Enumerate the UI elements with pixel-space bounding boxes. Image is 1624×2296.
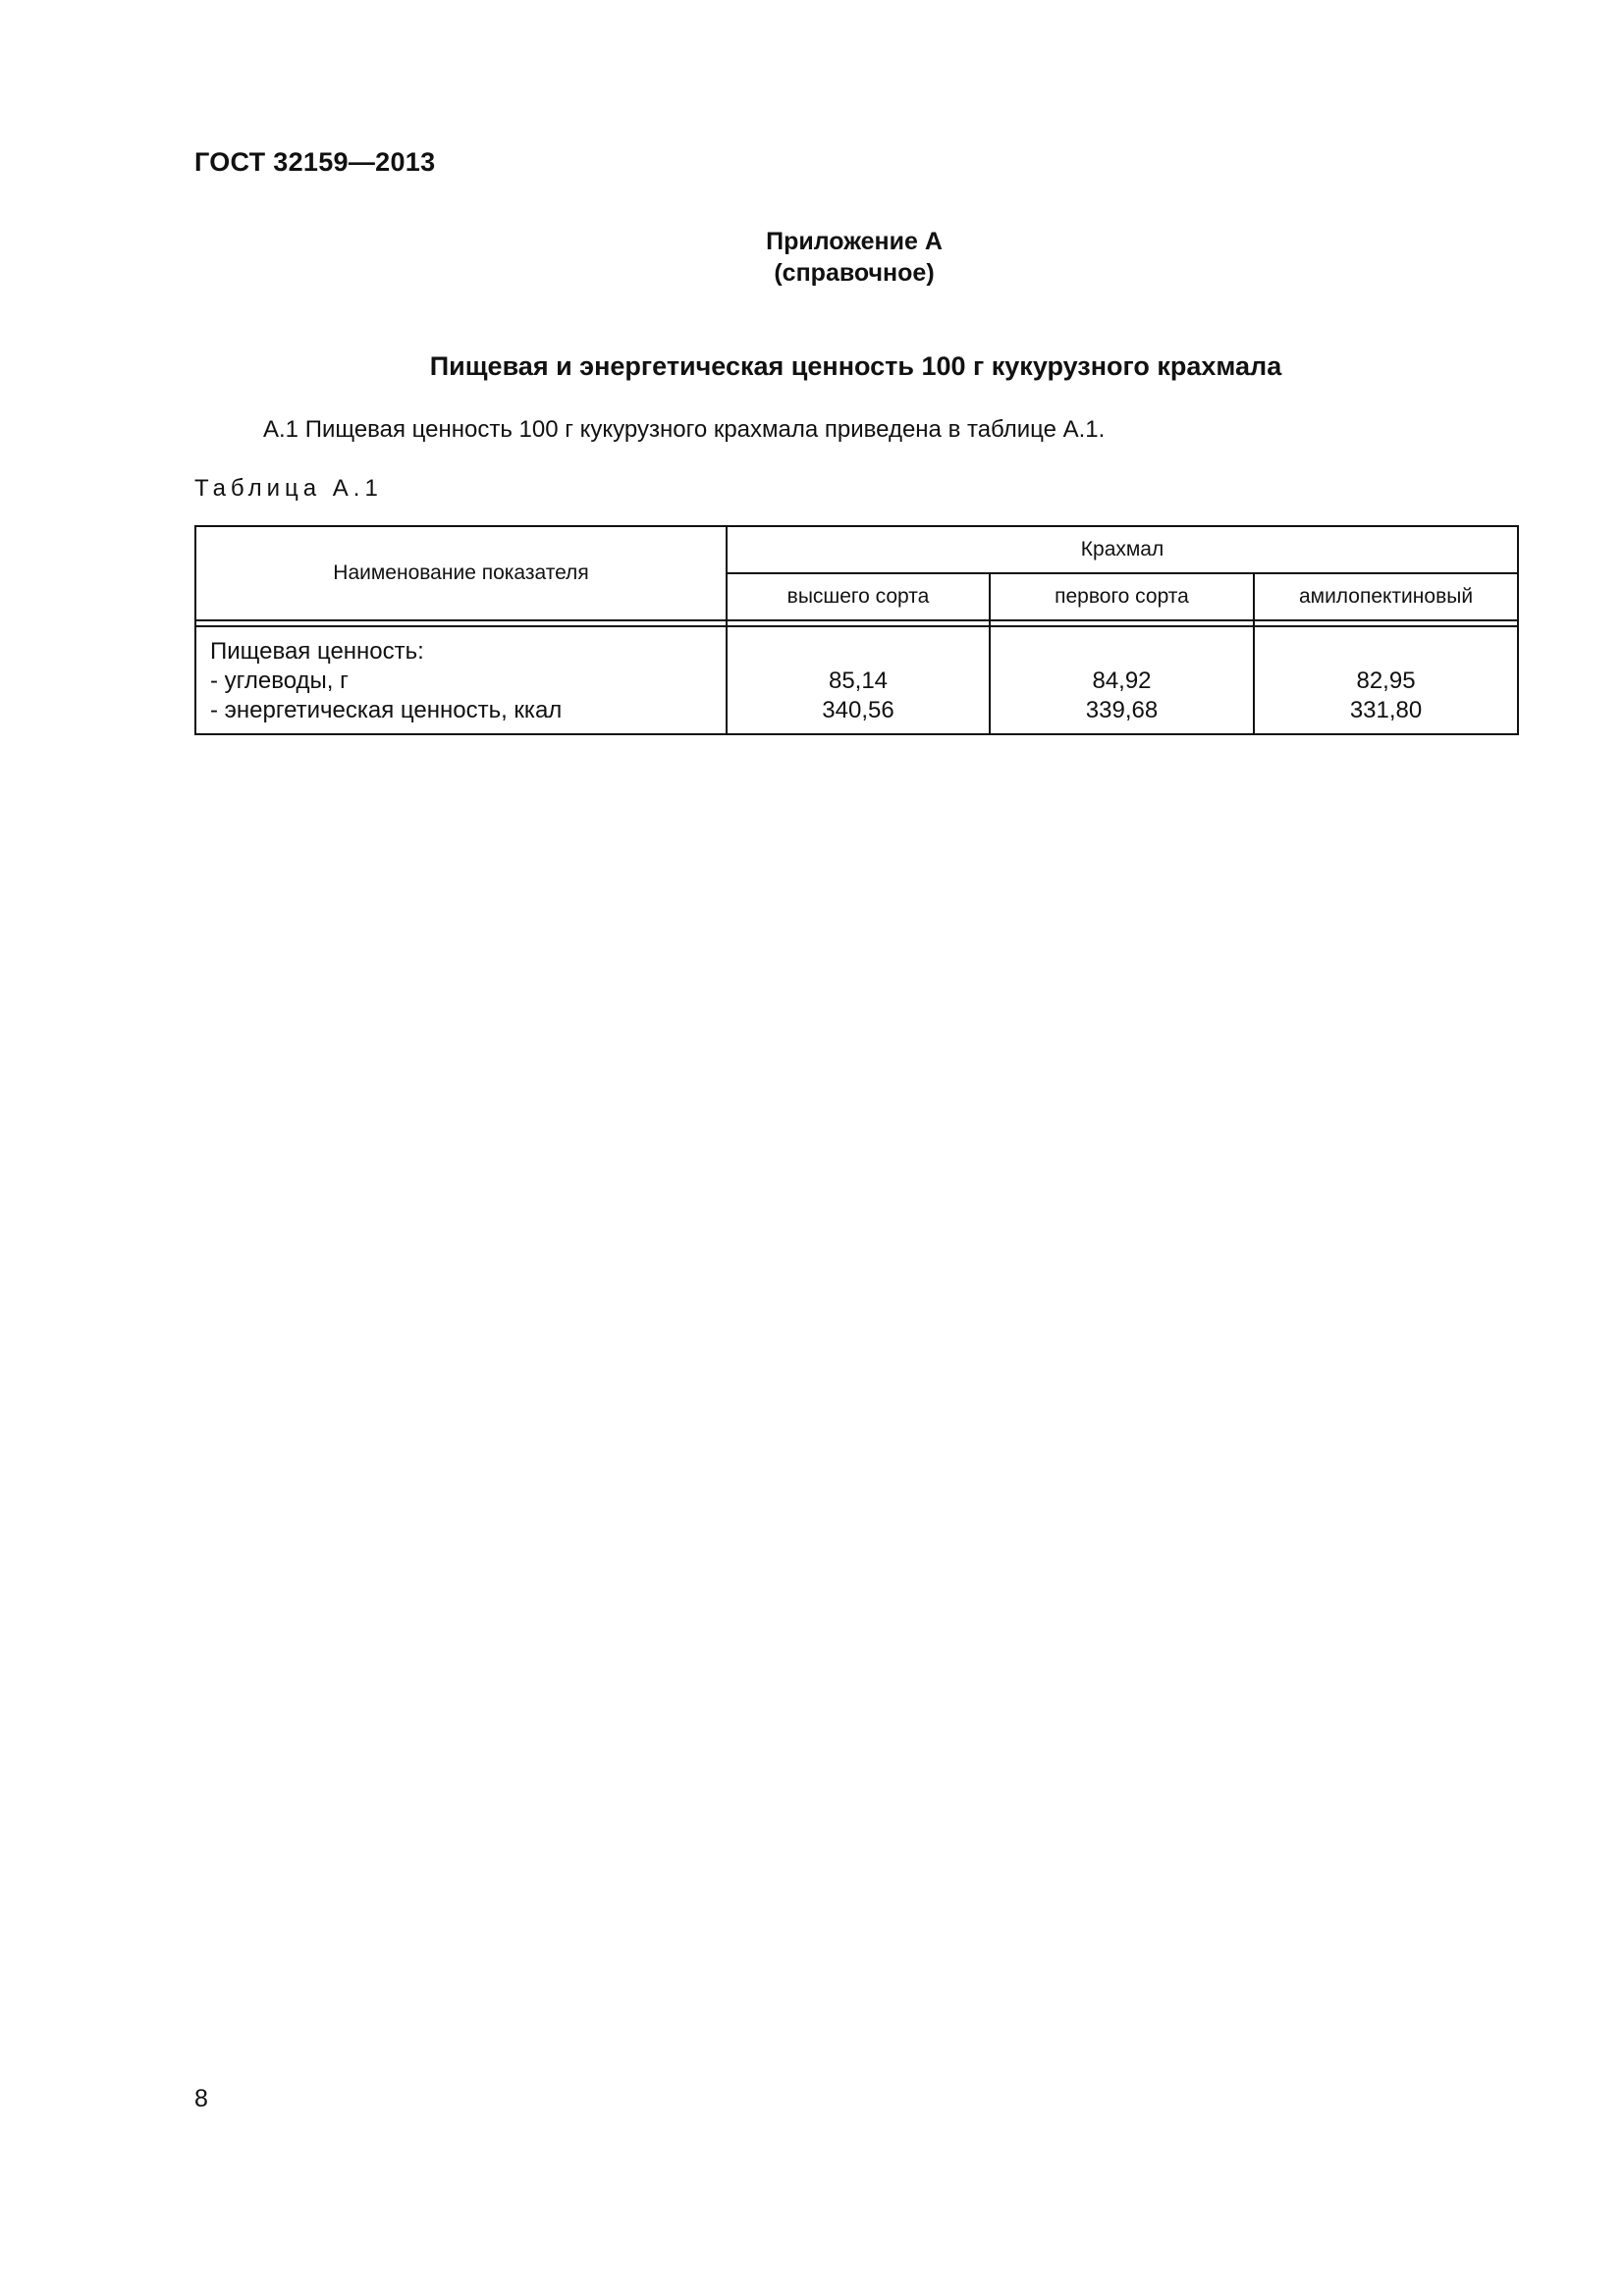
table-row — [195, 626, 1518, 734]
appendix-title: Приложение А — [766, 228, 943, 255]
table-header-row — [195, 526, 1518, 573]
values-amylopectin-cell — [1254, 626, 1518, 734]
value-carbohydrates-amylopectin: 82,95 — [1356, 667, 1416, 694]
page-number: 8 — [194, 2085, 208, 2112]
nutrition-table-wrapper — [194, 525, 1517, 735]
appendix-type: (справочное) — [774, 259, 935, 287]
table-caption: Таблица А.1 — [194, 475, 383, 502]
intro-paragraph: А.1 Пищевая ценность 100 г кукурузного крахмала приведена в таблице А.1. — [263, 416, 1106, 443]
value-carbohydrates-first: 84,92 — [1092, 667, 1152, 694]
values-premium-cell — [727, 626, 990, 734]
values-first-cell — [990, 626, 1254, 734]
label-carbohydrates: - углеводы, г — [210, 667, 349, 694]
section-title: Пищевая и энергетическая ценность 100 г кукурузного крахмала — [429, 351, 1282, 381]
label-energy-value: - энергетическая ценность, ккал — [210, 697, 563, 723]
indicator-labels-cell — [195, 626, 727, 734]
label-nutritional-value: Пищевая ценность: — [210, 638, 424, 665]
nutrition-table — [194, 525, 1519, 735]
header-indicator: Наименование показателя — [195, 526, 727, 620]
value-energy-first: 339,68 — [1085, 697, 1159, 723]
value-energy-premium: 340,56 — [822, 697, 894, 723]
header-col-amylopectin: амилопектиновый — [1254, 573, 1518, 620]
value-energy-amylopectin: 331,80 — [1349, 697, 1423, 723]
header-col-first: первого сорта — [990, 573, 1254, 620]
document-code: ГОСТ 32159—2013 — [194, 147, 436, 177]
header-col-premium: высшего сорта — [727, 573, 990, 620]
header-starch-group: Крахмал — [727, 526, 1518, 573]
value-carbohydrates-premium: 85,14 — [828, 667, 889, 694]
